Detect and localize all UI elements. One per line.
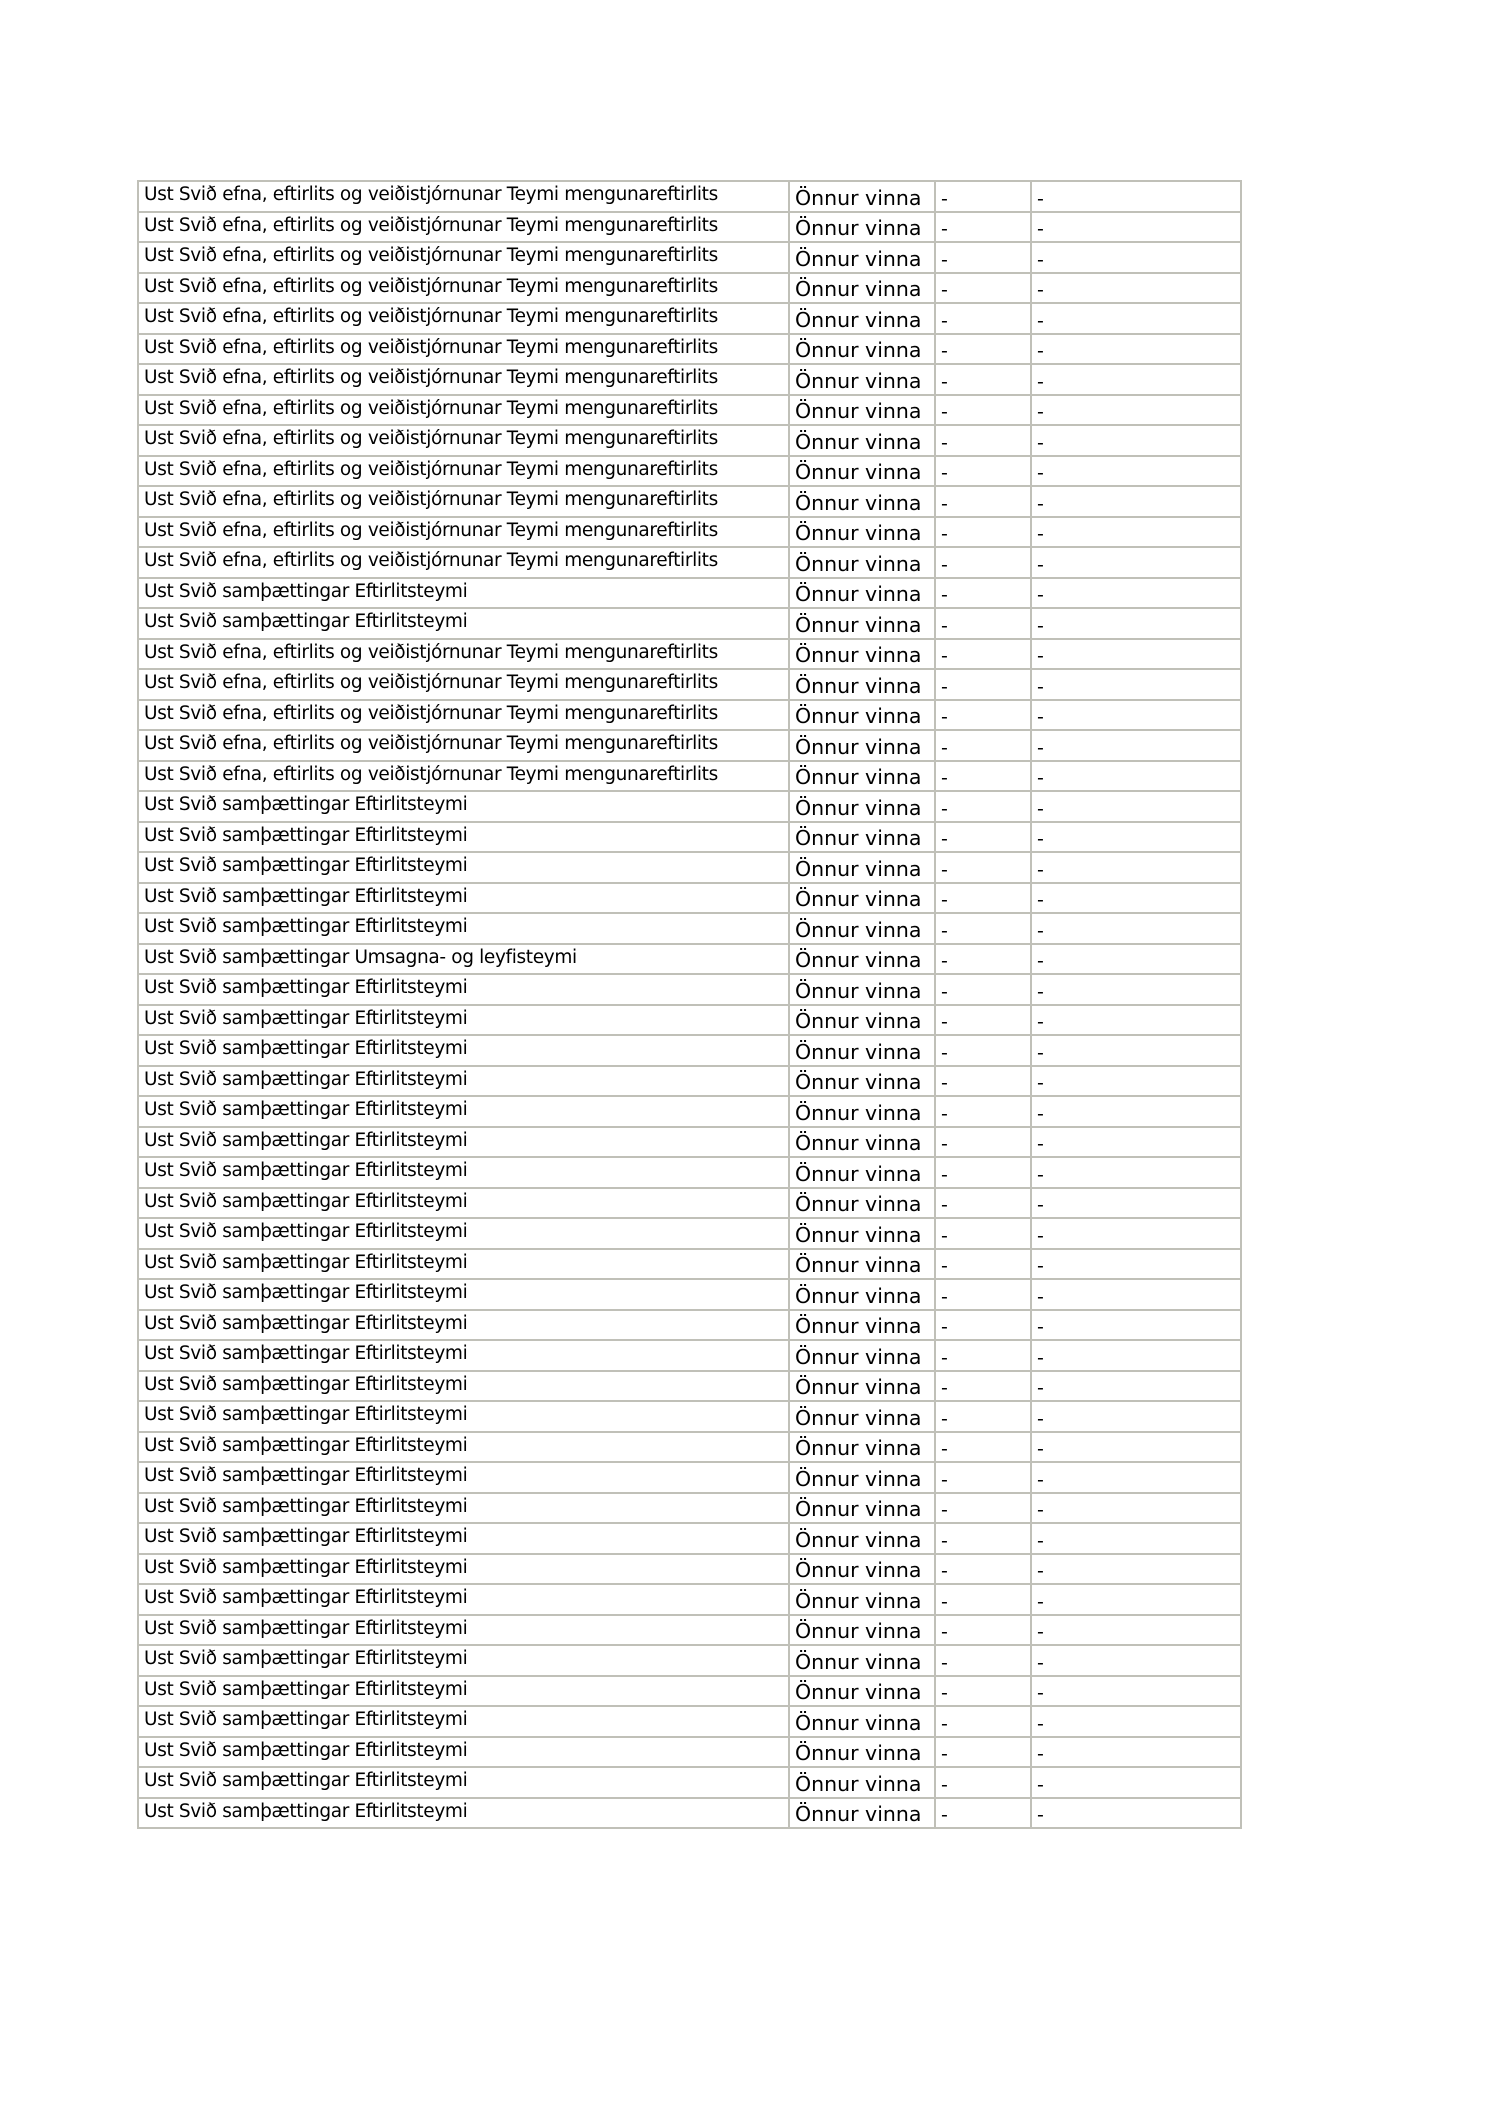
department-cell: Ust Svið efna, eftirlits og veiðistjórnunar Teymi mengunareftirlits bbox=[138, 364, 789, 395]
table-row bbox=[138, 730, 1241, 761]
department-cell: Ust Svið samþættingar Eftirlitsteymi bbox=[138, 1462, 789, 1493]
work-type-cell: Önnur vinna bbox=[789, 334, 935, 365]
department-cell: Ust Svið efna, eftirlits og veiðistjórnunar Teymi mengunareftirlits bbox=[138, 395, 789, 426]
value-b-cell: - bbox=[1031, 1706, 1241, 1737]
department-cell: Ust Svið samþættingar Eftirlitsteymi bbox=[138, 822, 789, 853]
work-type-cell: Önnur vinna bbox=[789, 944, 935, 975]
value-a-cell: - bbox=[935, 1127, 1031, 1158]
department-cell: Ust Svið efna, eftirlits og veiðistjórnunar Teymi mengunareftirlits bbox=[138, 669, 789, 700]
value-a-cell: - bbox=[935, 944, 1031, 975]
table-row bbox=[138, 547, 1241, 578]
table-row bbox=[138, 1676, 1241, 1707]
value-a-cell: - bbox=[935, 334, 1031, 365]
work-type-cell: Önnur vinna bbox=[789, 1188, 935, 1219]
value-b-cell: - bbox=[1031, 1279, 1241, 1310]
value-a-cell: - bbox=[935, 547, 1031, 578]
department-cell: Ust Svið samþættingar Eftirlitsteymi bbox=[138, 1066, 789, 1097]
value-a-cell: - bbox=[935, 1066, 1031, 1097]
value-a-cell: - bbox=[935, 639, 1031, 670]
value-a-cell: - bbox=[935, 1676, 1031, 1707]
work-type-cell: Önnur vinna bbox=[789, 761, 935, 792]
work-type-cell: Önnur vinna bbox=[789, 1676, 935, 1707]
table-row bbox=[138, 1615, 1241, 1646]
value-a-cell: - bbox=[935, 1737, 1031, 1768]
value-b-cell: - bbox=[1031, 486, 1241, 517]
table-row bbox=[138, 700, 1241, 731]
value-a-cell: - bbox=[935, 1645, 1031, 1676]
table-row bbox=[138, 181, 1241, 212]
value-a-cell: - bbox=[935, 883, 1031, 914]
value-b-cell: - bbox=[1031, 395, 1241, 426]
table-row bbox=[138, 1584, 1241, 1615]
value-a-cell: - bbox=[935, 1005, 1031, 1036]
department-cell: Ust Svið efna, eftirlits og veiðistjórnunar Teymi mengunareftirlits bbox=[138, 761, 789, 792]
department-cell: Ust Svið samþættingar Eftirlitsteymi bbox=[138, 1432, 789, 1463]
table-row bbox=[138, 1462, 1241, 1493]
value-a-cell: - bbox=[935, 425, 1031, 456]
value-a-cell: - bbox=[935, 181, 1031, 212]
table-row bbox=[138, 1493, 1241, 1524]
value-b-cell: - bbox=[1031, 669, 1241, 700]
value-b-cell: - bbox=[1031, 700, 1241, 731]
value-b-cell: - bbox=[1031, 1523, 1241, 1554]
value-a-cell: - bbox=[935, 1462, 1031, 1493]
value-b-cell: - bbox=[1031, 1340, 1241, 1371]
department-cell: Ust Svið samþættingar Eftirlitsteymi bbox=[138, 1127, 789, 1158]
value-b-cell: - bbox=[1031, 791, 1241, 822]
table-row bbox=[138, 395, 1241, 426]
value-a-cell: - bbox=[935, 1523, 1031, 1554]
value-a-cell: - bbox=[935, 1218, 1031, 1249]
table-row bbox=[138, 273, 1241, 304]
value-a-cell: - bbox=[935, 578, 1031, 609]
department-cell: Ust Svið efna, eftirlits og veiðistjórnunar Teymi mengunareftirlits bbox=[138, 181, 789, 212]
table-row bbox=[138, 1005, 1241, 1036]
table-row bbox=[138, 212, 1241, 243]
department-cell: Ust Svið efna, eftirlits og veiðistjórnunar Teymi mengunareftirlits bbox=[138, 639, 789, 670]
work-type-cell: Önnur vinna bbox=[789, 486, 935, 517]
department-cell: Ust Svið efna, eftirlits og veiðistjórnunar Teymi mengunareftirlits bbox=[138, 212, 789, 243]
department-cell: Ust Svið samþættingar Eftirlitsteymi bbox=[138, 1767, 789, 1798]
value-a-cell: - bbox=[935, 242, 1031, 273]
department-cell: Ust Svið efna, eftirlits og veiðistjórnunar Teymi mengunareftirlits bbox=[138, 456, 789, 487]
value-b-cell: - bbox=[1031, 1371, 1241, 1402]
work-type-cell: Önnur vinna bbox=[789, 1340, 935, 1371]
value-b-cell: - bbox=[1031, 1157, 1241, 1188]
work-type-cell: Önnur vinna bbox=[789, 1401, 935, 1432]
work-type-cell: Önnur vinna bbox=[789, 669, 935, 700]
value-a-cell: - bbox=[935, 1340, 1031, 1371]
work-type-cell: Önnur vinna bbox=[789, 212, 935, 243]
table-row bbox=[138, 456, 1241, 487]
value-a-cell: - bbox=[935, 852, 1031, 883]
department-cell: Ust Svið samþættingar Eftirlitsteymi bbox=[138, 1615, 789, 1646]
work-type-cell: Önnur vinna bbox=[789, 1310, 935, 1341]
work-type-cell: Önnur vinna bbox=[789, 1767, 935, 1798]
work-type-cell: Önnur vinna bbox=[789, 1005, 935, 1036]
value-a-cell: - bbox=[935, 1584, 1031, 1615]
value-b-cell: - bbox=[1031, 1127, 1241, 1158]
value-b-cell: - bbox=[1031, 547, 1241, 578]
value-b-cell: - bbox=[1031, 242, 1241, 273]
work-type-cell: Önnur vinna bbox=[789, 730, 935, 761]
department-cell: Ust Svið efna, eftirlits og veiðistjórnunar Teymi mengunareftirlits bbox=[138, 700, 789, 731]
table-row bbox=[138, 791, 1241, 822]
table-row bbox=[138, 1157, 1241, 1188]
work-type-cell: Önnur vinna bbox=[789, 1554, 935, 1585]
value-a-cell: - bbox=[935, 791, 1031, 822]
department-cell: Ust Svið efna, eftirlits og veiðistjórnunar Teymi mengunareftirlits bbox=[138, 486, 789, 517]
value-b-cell: - bbox=[1031, 1462, 1241, 1493]
value-a-cell: - bbox=[935, 761, 1031, 792]
work-type-cell: Önnur vinna bbox=[789, 913, 935, 944]
value-a-cell: - bbox=[935, 1493, 1031, 1524]
department-cell: Ust Svið samþættingar Eftirlitsteymi bbox=[138, 1798, 789, 1829]
department-cell: Ust Svið efna, eftirlits og veiðistjórnunar Teymi mengunareftirlits bbox=[138, 273, 789, 304]
work-type-cell: Önnur vinna bbox=[789, 1615, 935, 1646]
work-type-cell: Önnur vinna bbox=[789, 1645, 935, 1676]
table-row bbox=[138, 1127, 1241, 1158]
table-row bbox=[138, 1340, 1241, 1371]
work-type-cell: Önnur vinna bbox=[789, 1584, 935, 1615]
table-row bbox=[138, 364, 1241, 395]
value-b-cell: - bbox=[1031, 456, 1241, 487]
department-cell: Ust Svið samþættingar Eftirlitsteymi bbox=[138, 1401, 789, 1432]
table-row bbox=[138, 1737, 1241, 1768]
department-cell: Ust Svið samþættingar Eftirlitsteymi bbox=[138, 608, 789, 639]
value-b-cell: - bbox=[1031, 944, 1241, 975]
value-b-cell: - bbox=[1031, 1432, 1241, 1463]
value-a-cell: - bbox=[935, 700, 1031, 731]
value-b-cell: - bbox=[1031, 212, 1241, 243]
table-row bbox=[138, 242, 1241, 273]
value-b-cell: - bbox=[1031, 273, 1241, 304]
table-row bbox=[138, 1554, 1241, 1585]
value-a-cell: - bbox=[935, 1096, 1031, 1127]
value-a-cell: - bbox=[935, 456, 1031, 487]
value-a-cell: - bbox=[935, 730, 1031, 761]
department-cell: Ust Svið samþættingar Eftirlitsteymi bbox=[138, 578, 789, 609]
work-type-cell: Önnur vinna bbox=[789, 974, 935, 1005]
department-cell: Ust Svið samþættingar Eftirlitsteymi bbox=[138, 1523, 789, 1554]
department-cell: Ust Svið samþættingar Eftirlitsteymi bbox=[138, 883, 789, 914]
department-cell: Ust Svið efna, eftirlits og veiðistjórnunar Teymi mengunareftirlits bbox=[138, 303, 789, 334]
value-b-cell: - bbox=[1031, 822, 1241, 853]
table-row bbox=[138, 1401, 1241, 1432]
value-a-cell: - bbox=[935, 1432, 1031, 1463]
table-row bbox=[138, 822, 1241, 853]
value-b-cell: - bbox=[1031, 1096, 1241, 1127]
value-b-cell: - bbox=[1031, 974, 1241, 1005]
department-cell: Ust Svið samþættingar Eftirlitsteymi bbox=[138, 1645, 789, 1676]
work-type-cell: Önnur vinna bbox=[789, 883, 935, 914]
department-cell: Ust Svið samþættingar Eftirlitsteymi bbox=[138, 1737, 789, 1768]
work-type-cell: Önnur vinna bbox=[789, 1157, 935, 1188]
work-type-cell: Önnur vinna bbox=[789, 1279, 935, 1310]
table-row bbox=[138, 1188, 1241, 1219]
work-type-cell: Önnur vinna bbox=[789, 517, 935, 548]
department-cell: Ust Svið samþættingar Eftirlitsteymi bbox=[138, 913, 789, 944]
work-type-cell: Önnur vinna bbox=[789, 700, 935, 731]
value-b-cell: - bbox=[1031, 1310, 1241, 1341]
work-type-cell: Önnur vinna bbox=[789, 547, 935, 578]
table-row bbox=[138, 913, 1241, 944]
table-row bbox=[138, 1035, 1241, 1066]
table-row bbox=[138, 669, 1241, 700]
value-a-cell: - bbox=[935, 273, 1031, 304]
department-cell: Ust Svið efna, eftirlits og veiðistjórnunar Teymi mengunareftirlits bbox=[138, 242, 789, 273]
value-a-cell: - bbox=[935, 1767, 1031, 1798]
value-a-cell: - bbox=[935, 1615, 1031, 1646]
value-b-cell: - bbox=[1031, 1676, 1241, 1707]
work-type-cell: Önnur vinna bbox=[789, 364, 935, 395]
value-b-cell: - bbox=[1031, 425, 1241, 456]
value-a-cell: - bbox=[935, 1371, 1031, 1402]
value-b-cell: - bbox=[1031, 1249, 1241, 1280]
value-b-cell: - bbox=[1031, 1035, 1241, 1066]
department-cell: Ust Svið samþættingar Eftirlitsteymi bbox=[138, 1584, 789, 1615]
table-row bbox=[138, 486, 1241, 517]
table-row bbox=[138, 761, 1241, 792]
table-row bbox=[138, 1249, 1241, 1280]
department-cell: Ust Svið efna, eftirlits og veiðistjórnunar Teymi mengunareftirlits bbox=[138, 547, 789, 578]
table-row bbox=[138, 639, 1241, 670]
value-b-cell: - bbox=[1031, 1218, 1241, 1249]
value-b-cell: - bbox=[1031, 913, 1241, 944]
value-b-cell: - bbox=[1031, 1737, 1241, 1768]
value-b-cell: - bbox=[1031, 517, 1241, 548]
work-type-cell: Önnur vinna bbox=[789, 395, 935, 426]
value-a-cell: - bbox=[935, 517, 1031, 548]
value-b-cell: - bbox=[1031, 1798, 1241, 1829]
value-b-cell: - bbox=[1031, 761, 1241, 792]
department-cell: Ust Svið samþættingar Eftirlitsteymi bbox=[138, 1340, 789, 1371]
work-type-cell: Önnur vinna bbox=[789, 1066, 935, 1097]
value-b-cell: - bbox=[1031, 1188, 1241, 1219]
table-body bbox=[138, 181, 1241, 1828]
department-cell: Ust Svið samþættingar Eftirlitsteymi bbox=[138, 1157, 789, 1188]
department-cell: Ust Svið samþættingar Eftirlitsteymi bbox=[138, 1096, 789, 1127]
value-a-cell: - bbox=[935, 822, 1031, 853]
value-a-cell: - bbox=[935, 212, 1031, 243]
department-cell: Ust Svið samþættingar Eftirlitsteymi bbox=[138, 1676, 789, 1707]
department-cell: Ust Svið samþættingar Eftirlitsteymi bbox=[138, 974, 789, 1005]
value-a-cell: - bbox=[935, 1401, 1031, 1432]
value-b-cell: - bbox=[1031, 1493, 1241, 1524]
department-cell: Ust Svið samþættingar Eftirlitsteymi bbox=[138, 1218, 789, 1249]
value-b-cell: - bbox=[1031, 1615, 1241, 1646]
table-row bbox=[138, 608, 1241, 639]
table-row bbox=[138, 1310, 1241, 1341]
department-cell: Ust Svið samþættingar Eftirlitsteymi bbox=[138, 852, 789, 883]
work-type-cell: Önnur vinna bbox=[789, 852, 935, 883]
value-b-cell: - bbox=[1031, 1767, 1241, 1798]
table-row bbox=[138, 425, 1241, 456]
work-type-cell: Önnur vinna bbox=[789, 242, 935, 273]
work-type-cell: Önnur vinna bbox=[789, 1432, 935, 1463]
table-row bbox=[138, 1066, 1241, 1097]
table-row bbox=[138, 974, 1241, 1005]
value-a-cell: - bbox=[935, 608, 1031, 639]
work-type-cell: Önnur vinna bbox=[789, 425, 935, 456]
value-a-cell: - bbox=[935, 1249, 1031, 1280]
table-row bbox=[138, 944, 1241, 975]
department-cell: Ust Svið samþættingar Umsagna- og leyfisteymi bbox=[138, 944, 789, 975]
work-type-cell: Önnur vinna bbox=[789, 273, 935, 304]
value-b-cell: - bbox=[1031, 730, 1241, 761]
value-b-cell: - bbox=[1031, 303, 1241, 334]
value-a-cell: - bbox=[935, 395, 1031, 426]
value-a-cell: - bbox=[935, 1310, 1031, 1341]
table-row bbox=[138, 578, 1241, 609]
department-cell: Ust Svið efna, eftirlits og veiðistjórnunar Teymi mengunareftirlits bbox=[138, 334, 789, 365]
table-row bbox=[138, 1218, 1241, 1249]
value-a-cell: - bbox=[935, 669, 1031, 700]
value-a-cell: - bbox=[935, 1188, 1031, 1219]
department-cell: Ust Svið samþættingar Eftirlitsteymi bbox=[138, 1706, 789, 1737]
department-cell: Ust Svið samþættingar Eftirlitsteymi bbox=[138, 1249, 789, 1280]
table-row bbox=[138, 1798, 1241, 1829]
work-type-cell: Önnur vinna bbox=[789, 1249, 935, 1280]
table-row bbox=[138, 883, 1241, 914]
value-a-cell: - bbox=[935, 1279, 1031, 1310]
value-b-cell: - bbox=[1031, 364, 1241, 395]
value-b-cell: - bbox=[1031, 1584, 1241, 1615]
department-cell: Ust Svið samþættingar Eftirlitsteymi bbox=[138, 1279, 789, 1310]
work-type-cell: Önnur vinna bbox=[789, 1371, 935, 1402]
value-b-cell: - bbox=[1031, 1554, 1241, 1585]
value-b-cell: - bbox=[1031, 578, 1241, 609]
table-row bbox=[138, 334, 1241, 365]
work-type-cell: Önnur vinna bbox=[789, 456, 935, 487]
value-b-cell: - bbox=[1031, 852, 1241, 883]
work-type-cell: Önnur vinna bbox=[789, 181, 935, 212]
value-b-cell: - bbox=[1031, 181, 1241, 212]
department-cell: Ust Svið samþættingar Eftirlitsteymi bbox=[138, 1371, 789, 1402]
value-b-cell: - bbox=[1031, 1645, 1241, 1676]
work-type-cell: Önnur vinna bbox=[789, 639, 935, 670]
table-row bbox=[138, 1432, 1241, 1463]
department-cell: Ust Svið samþættingar Eftirlitsteymi bbox=[138, 1554, 789, 1585]
work-type-cell: Önnur vinna bbox=[789, 1035, 935, 1066]
department-cell: Ust Svið samþættingar Eftirlitsteymi bbox=[138, 791, 789, 822]
table-row bbox=[138, 517, 1241, 548]
department-cell: Ust Svið samþættingar Eftirlitsteymi bbox=[138, 1310, 789, 1341]
value-a-cell: - bbox=[935, 974, 1031, 1005]
value-b-cell: - bbox=[1031, 1401, 1241, 1432]
work-type-cell: Önnur vinna bbox=[789, 1218, 935, 1249]
work-type-cell: Önnur vinna bbox=[789, 1493, 935, 1524]
value-b-cell: - bbox=[1031, 608, 1241, 639]
work-type-cell: Önnur vinna bbox=[789, 1737, 935, 1768]
work-type-cell: Önnur vinna bbox=[789, 1096, 935, 1127]
department-cell: Ust Svið samþættingar Eftirlitsteymi bbox=[138, 1005, 789, 1036]
table-row bbox=[138, 1767, 1241, 1798]
table-row bbox=[138, 1371, 1241, 1402]
work-type-cell: Önnur vinna bbox=[789, 1127, 935, 1158]
work-type-cell: Önnur vinna bbox=[789, 1706, 935, 1737]
department-cell: Ust Svið samþættingar Eftirlitsteymi bbox=[138, 1493, 789, 1524]
value-a-cell: - bbox=[935, 913, 1031, 944]
value-b-cell: - bbox=[1031, 1066, 1241, 1097]
table-row bbox=[138, 1096, 1241, 1127]
value-a-cell: - bbox=[935, 1035, 1031, 1066]
work-type-cell: Önnur vinna bbox=[789, 1523, 935, 1554]
value-a-cell: - bbox=[935, 1798, 1031, 1829]
value-a-cell: - bbox=[935, 486, 1031, 517]
value-b-cell: - bbox=[1031, 1005, 1241, 1036]
value-a-cell: - bbox=[935, 303, 1031, 334]
department-cell: Ust Svið efna, eftirlits og veiðistjórnunar Teymi mengunareftirlits bbox=[138, 517, 789, 548]
value-b-cell: - bbox=[1031, 883, 1241, 914]
value-b-cell: - bbox=[1031, 639, 1241, 670]
value-a-cell: - bbox=[935, 1157, 1031, 1188]
table-row bbox=[138, 1645, 1241, 1676]
table-row bbox=[138, 1279, 1241, 1310]
work-type-cell: Önnur vinna bbox=[789, 303, 935, 334]
document-table bbox=[137, 180, 1242, 1829]
value-a-cell: - bbox=[935, 1706, 1031, 1737]
value-b-cell: - bbox=[1031, 334, 1241, 365]
work-type-cell: Önnur vinna bbox=[789, 791, 935, 822]
work-type-cell: Önnur vinna bbox=[789, 578, 935, 609]
work-type-cell: Önnur vinna bbox=[789, 1462, 935, 1493]
table-row bbox=[138, 1706, 1241, 1737]
work-type-cell: Önnur vinna bbox=[789, 608, 935, 639]
work-type-cell: Önnur vinna bbox=[789, 822, 935, 853]
department-cell: Ust Svið samþættingar Eftirlitsteymi bbox=[138, 1035, 789, 1066]
value-a-cell: - bbox=[935, 1554, 1031, 1585]
table-row bbox=[138, 1523, 1241, 1554]
table-row bbox=[138, 303, 1241, 334]
work-type-cell: Önnur vinna bbox=[789, 1798, 935, 1829]
value-a-cell: - bbox=[935, 364, 1031, 395]
department-cell: Ust Svið efna, eftirlits og veiðistjórnunar Teymi mengunareftirlits bbox=[138, 425, 789, 456]
department-cell: Ust Svið efna, eftirlits og veiðistjórnunar Teymi mengunareftirlits bbox=[138, 730, 789, 761]
department-cell: Ust Svið samþættingar Eftirlitsteymi bbox=[138, 1188, 789, 1219]
table-row bbox=[138, 852, 1241, 883]
